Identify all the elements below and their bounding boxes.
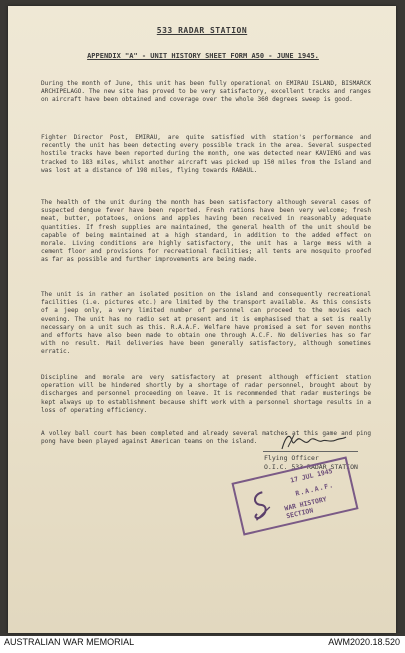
paragraph-volleyball: A volley ball court has been completed and already several matches at this game and ping pong have been played against American teams on the island. bbox=[41, 430, 371, 446]
paragraph-operations: During the month of June, this unit has been fully operational on EMIRAU ISLAND, BISMARCK ARCHIPELAGO. The new site has proved to be very satisfactory, excellent tracks and ranges on aircraft have been obtained and coverage over the whole 360 degrees sweep is good. bbox=[41, 80, 371, 104]
paragraph-recreation: The unit is in rather an isolated position on the island and consequently recreational facilities (i.e. pictures etc.) are limited by the transport available. As this consists of a jeep only, a very limited number of personnel can proceed to the movies each evening. The unit has no radio set at present and it is emphasised that a set is really necessary on a unit such as this. R.A.A.F. Welfare have promised a set for seven months and efforts have also been made to obtain one through A.C.F. No deliveries has so far with no result. Mail deliveries have been generally satisfactory, although sometimes erratic. bbox=[41, 291, 371, 356]
institution-caption: AUSTRALIAN WAR MEMORIAL bbox=[4, 637, 135, 647]
document-page bbox=[8, 6, 396, 633]
paragraph-discipline: Discipline and morale are very satisfactory at present although efficient station operation will be hindered shortly by a shortage of radar personnel, brought about by discharges and personnel proceeding on leave. It is recommended that radar musterings be kept always up to establishment because shift work with a personnel shortage results in a loss of operating efficiency. bbox=[41, 374, 371, 414]
document-header: 533 RADAR STATION bbox=[156, 26, 248, 35]
stamp-org: R.A.A.F. bbox=[294, 481, 335, 498]
document-title: APPENDIX "A" - UNIT HISTORY SHEET FORM A50 - JUNE 1945. bbox=[87, 52, 319, 60]
paragraph-health: The health of the unit during the month has been satisfactory although several cases of suspected dengue fever have been reported. Fresh rations have been very welcome; fresh meat, butter, potatoes, onions and apples having been received in reasonably adequate quantities. If fresh supplies are maintained, the general health of the unit should be capable of being maintained at a high standard, in addition to the added effect on morale. Living conditions are highly satisfactory, the unit has a large mess with a cement floor and provisions for recreational facilities; all tents are mosquito proofed as far as possible and further improvements are being made. bbox=[41, 199, 371, 264]
received-stamp bbox=[231, 456, 358, 535]
signature-line bbox=[263, 451, 358, 452]
stamp-initials-mark bbox=[244, 486, 278, 523]
paragraph-tracking: Fighter Director Post, EMIRAU, are quite satisfied with station's performance and recently the unit has been detecting every possible track in the area. Several suspected hostile tracks have been reported during the month, one was detected near KAVIENG and was tracked to 183 miles, whilst another aircraft was picked up 150 miles from the Island and was lost at a distance of 198 miles, flying towards RABAUL. bbox=[41, 134, 371, 174]
stamp-date: 17 JUL 1945 bbox=[289, 467, 334, 485]
stamp-unit: WAR HISTORY SECTION bbox=[283, 495, 328, 521]
handwritten-signature bbox=[278, 431, 348, 453]
signature-rank: Flying Officer bbox=[264, 454, 319, 462]
accession-number: AWM2020.18.520 bbox=[328, 637, 400, 647]
signature-position: O.I.C. 533 RADAR STATION bbox=[264, 462, 358, 471]
